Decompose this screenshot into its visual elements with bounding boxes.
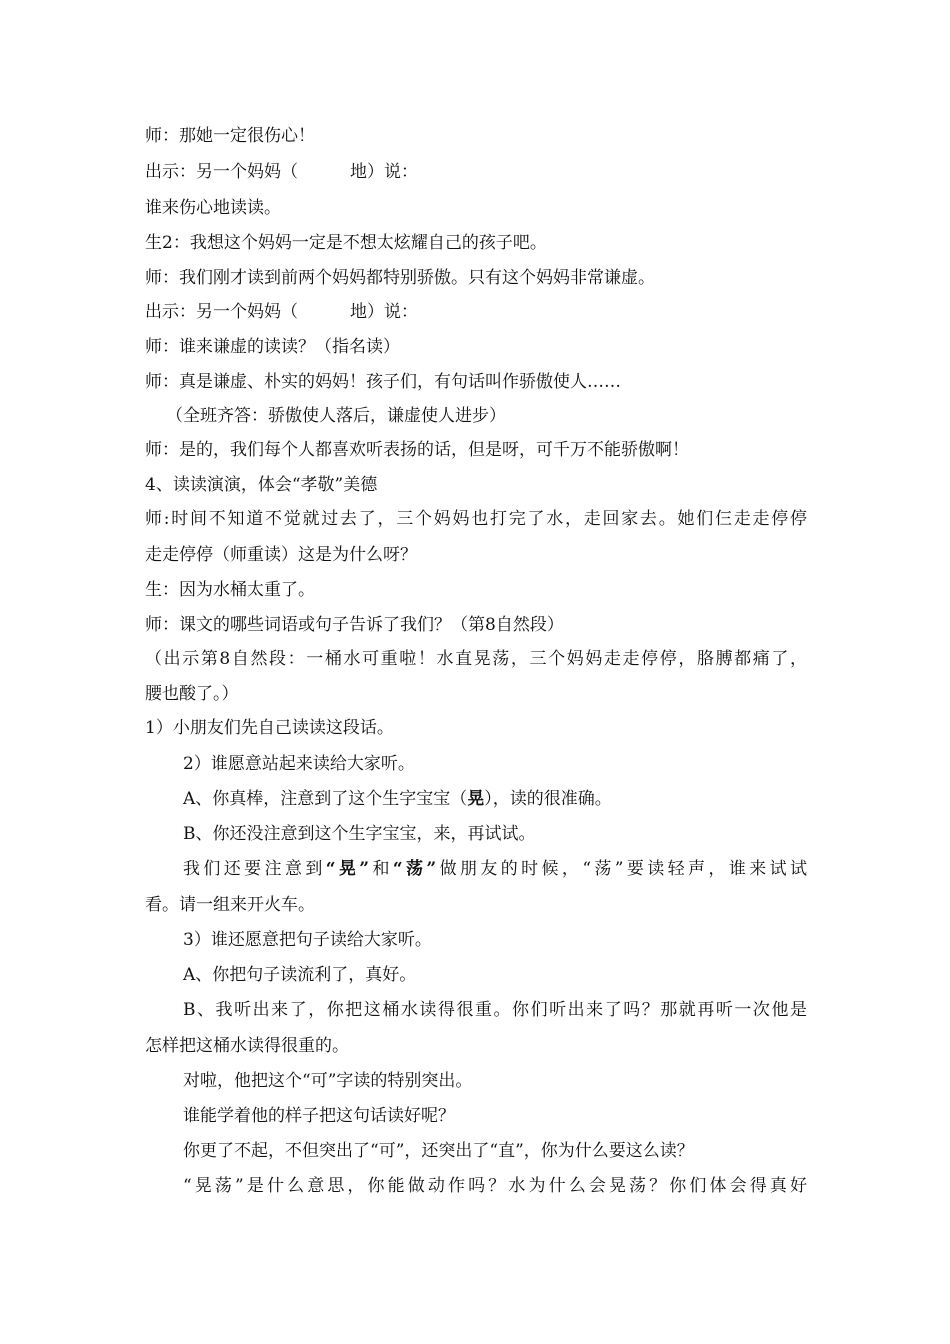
text-line: 生：因为水桶太重了。: [145, 580, 315, 600]
text-line: 对啦，他把这个“可”字读的特别突出。: [183, 1071, 473, 1091]
text-line: [145, 304, 418, 321]
text-segment: A、你真棒，注意到了这个生字宝宝（: [183, 789, 468, 809]
text-line: 看。请一组来开火车。: [145, 895, 315, 915]
text-line: 师:时间不知道不觉就过去了，三个妈妈也打完了水，走回家去。她们仨走走停停: [145, 509, 807, 529]
text-segment: 出示：另一个妈妈（: [145, 162, 298, 182]
text-line: 走走停停（师重读）这是为什么呀？: [145, 545, 417, 565]
text-line: A、你把句子读流利了，真好。: [183, 965, 417, 985]
text-line: [183, 861, 807, 878]
text-segment: 地）说：: [350, 162, 418, 182]
text-segment: 和: [369, 859, 393, 879]
text-segment: 地）说：: [350, 302, 418, 322]
section-heading: 4、读读演演，体会“孝敬”美德: [145, 475, 378, 495]
text-line: B、你还没注意到这个生字宝宝，来，再试试。: [183, 824, 536, 844]
text-line: 师：是的，我们每个人都喜欢听表扬的话，但是呀，可千万不能骄傲啊！: [145, 440, 689, 460]
text-line: “晃荡”是什么意思，你能做动作吗？水为什么会晃荡？你们体会得真好: [183, 1176, 807, 1196]
text-line: 你更了不起，不但突出了“可”，还突出了“直”，你为什么要这么读？: [183, 1141, 694, 1161]
highlighted-character: 晃: [467, 789, 485, 809]
text-line: （出示第8自然段：一桶水可重啦！水直晃荡，三个妈妈走走停停，胳膊都痛了，: [145, 649, 807, 669]
text-line: 生2：我想这个妈妈一定是不想太炫耀自己的孩子吧。: [145, 233, 547, 253]
text-segment: 做朋友的时候，“荡”要读轻声，谁来试试: [436, 859, 807, 879]
text-line: 怎样把这桶水读得很重的。: [145, 1036, 349, 1056]
list-item: 3）谁还愿意把句子读给大家听。: [183, 930, 432, 950]
text-segment: 出示：另一个妈妈（: [145, 302, 298, 322]
text-line: 师：我们刚才读到前两个妈妈都特别骄傲。只有这个妈妈非常谦虚。: [145, 268, 655, 288]
text-line: [145, 164, 418, 181]
text-line: （全班齐答：骄傲使人落后，谦虚使人进步）: [166, 406, 506, 426]
highlighted-character: “荡”: [392, 859, 437, 879]
text-line: 师：那她一定很伤心！: [145, 126, 315, 146]
highlighted-character: “晃”: [325, 859, 370, 879]
text-line: 谁来伤心地读读。: [145, 198, 281, 218]
text-line: 师：真是谦虚、朴实的妈妈！孩子们，有句话叫作骄傲使人……: [145, 372, 621, 392]
list-item: 1）小朋友们先自己读读这段话。: [145, 718, 394, 738]
text-line: [183, 791, 612, 808]
text-line: B、我听出来了，你把这桶水读得很重。你们听出来了吗？那就再听一次他是: [183, 1000, 807, 1020]
text-line: 师：课文的哪些词语或句子告诉了我们？（第8自然段）: [145, 615, 564, 635]
text-segment: 我们还要注意到: [183, 859, 326, 879]
text-line: 师：谁来谦虚的读读？（指名读）: [145, 337, 400, 357]
list-item: 2）谁愿意站起来读给大家听。: [183, 754, 415, 774]
text-line: 腰也酸了。）: [145, 684, 239, 704]
text-line: 谁能学着他的样子把这句话读好呢？: [183, 1106, 455, 1126]
text-segment: ），读的很准确。: [484, 789, 612, 809]
